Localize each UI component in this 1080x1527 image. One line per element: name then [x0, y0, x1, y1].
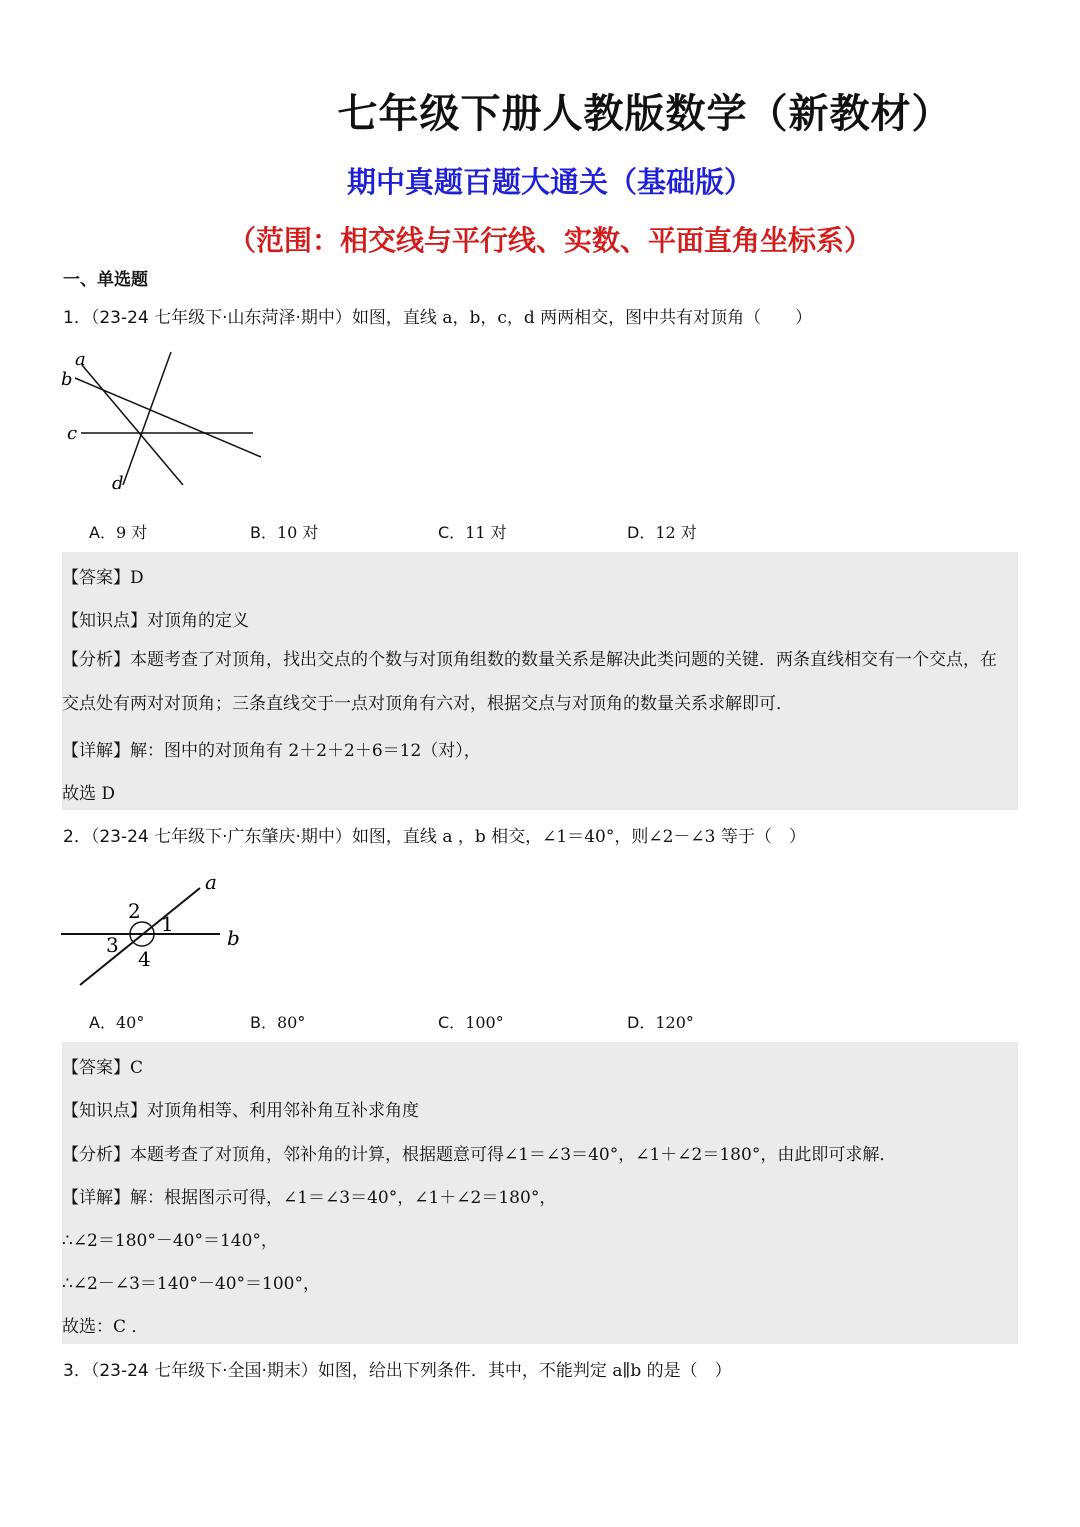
- option-a[interactable]: A．9 对: [89, 523, 148, 542]
- line-a: [82, 365, 183, 485]
- question-1: [63, 303, 812, 328]
- knowledge-point: 【知识点】对顶角相等、利用邻补角互补求角度: [62, 1101, 419, 1121]
- question-number: 2．: [63, 827, 91, 847]
- answer-box-1: [62, 552, 1018, 810]
- knowledge-point: 【知识点】对顶角的定义: [62, 611, 249, 631]
- question-stem: 如图，直线 a ，b 相交，∠1＝40°，则∠2－∠3 等于（ ）: [351, 827, 806, 847]
- question-stem: 如图，直线 a，b，c，d 两两相交，图中共有对顶角（ ）: [351, 308, 813, 328]
- option-a[interactable]: A．40°: [89, 1013, 145, 1032]
- question-source: （23-24 七年级下·广东肇庆·期中）: [90, 827, 352, 847]
- analysis: 【分析】本题考查了对顶角，邻补角的计算，根据题意可得∠1＝∠3＝40°，∠1＋∠2＝180°，由此即可求解．: [62, 1145, 897, 1165]
- label-4: 4: [138, 947, 151, 971]
- label-1: 1: [161, 912, 174, 936]
- document-range: （范围：相交线与平行线、实数、平面直角坐标系）: [227, 224, 872, 257]
- label-3: 3: [106, 933, 119, 957]
- line-b: [75, 378, 261, 457]
- question-3: [63, 1356, 732, 1381]
- label-2: 2: [128, 899, 141, 923]
- question-number: 1．: [63, 308, 91, 328]
- step-1: ∴∠2＝180°－40°＝140°，: [62, 1231, 278, 1251]
- figure-two-lines: [55, 868, 255, 993]
- option-d[interactable]: D．120°: [627, 1013, 694, 1032]
- option-b[interactable]: B．10 对: [250, 523, 319, 542]
- label-c: c: [67, 423, 78, 444]
- answer: 【答案】D: [62, 568, 144, 588]
- question-source: （23-24 七年级下·山东菏泽·期中）: [90, 308, 352, 328]
- choice: 故选 D: [62, 784, 116, 804]
- document-title: 七年级下册人教版数学（新教材）: [337, 91, 953, 137]
- line-d: [123, 352, 171, 485]
- question-source: （23-24 七年级下·全国·期末）: [90, 1361, 318, 1381]
- step-2: ∴∠2－∠3＝140°－40°＝100°，: [62, 1274, 320, 1294]
- option-c[interactable]: C．100°: [438, 1013, 504, 1032]
- label-b: b: [227, 926, 240, 950]
- figure-four-lines: [55, 345, 270, 495]
- answer-box-2: [62, 1042, 1018, 1344]
- question-2: [63, 822, 806, 847]
- detail: 【详解】解：根据图示可得，∠1＝∠3＝40°，∠1＋∠2＝180°，: [62, 1188, 557, 1208]
- option-b[interactable]: B．80°: [250, 1013, 306, 1032]
- analysis: 【分析】本题考查了对顶角，找出交点的个数与对顶角组数的数量关系是解决此类问题的关键．两条直线相交有一个交点，在交点处有两对对顶角；三条直线交于一点对顶角有六对，根据交点与对顶角的数量关系求解即可．: [62, 650, 997, 714]
- section-title: 一、单选题: [63, 270, 148, 290]
- question-stem: 如图，给出下列条件．其中，不能判定 a∥b 的是（ ）: [317, 1361, 732, 1381]
- label-b: b: [61, 369, 73, 390]
- choice: 故选：C ．: [62, 1317, 149, 1337]
- label-d: d: [112, 473, 124, 494]
- label-a: a: [75, 349, 86, 370]
- label-a: a: [205, 870, 217, 894]
- detail: 【详解】解：图中的对顶角有 2＋2＋2＋6＝12（对），: [62, 741, 481, 761]
- question-number: 3．: [63, 1361, 91, 1381]
- document-subtitle: 期中真题百题大通关（基础版）: [346, 165, 753, 199]
- option-d[interactable]: D．12 对: [627, 523, 697, 542]
- answer: 【答案】C: [62, 1058, 144, 1078]
- option-c[interactable]: C．11 对: [438, 523, 507, 542]
